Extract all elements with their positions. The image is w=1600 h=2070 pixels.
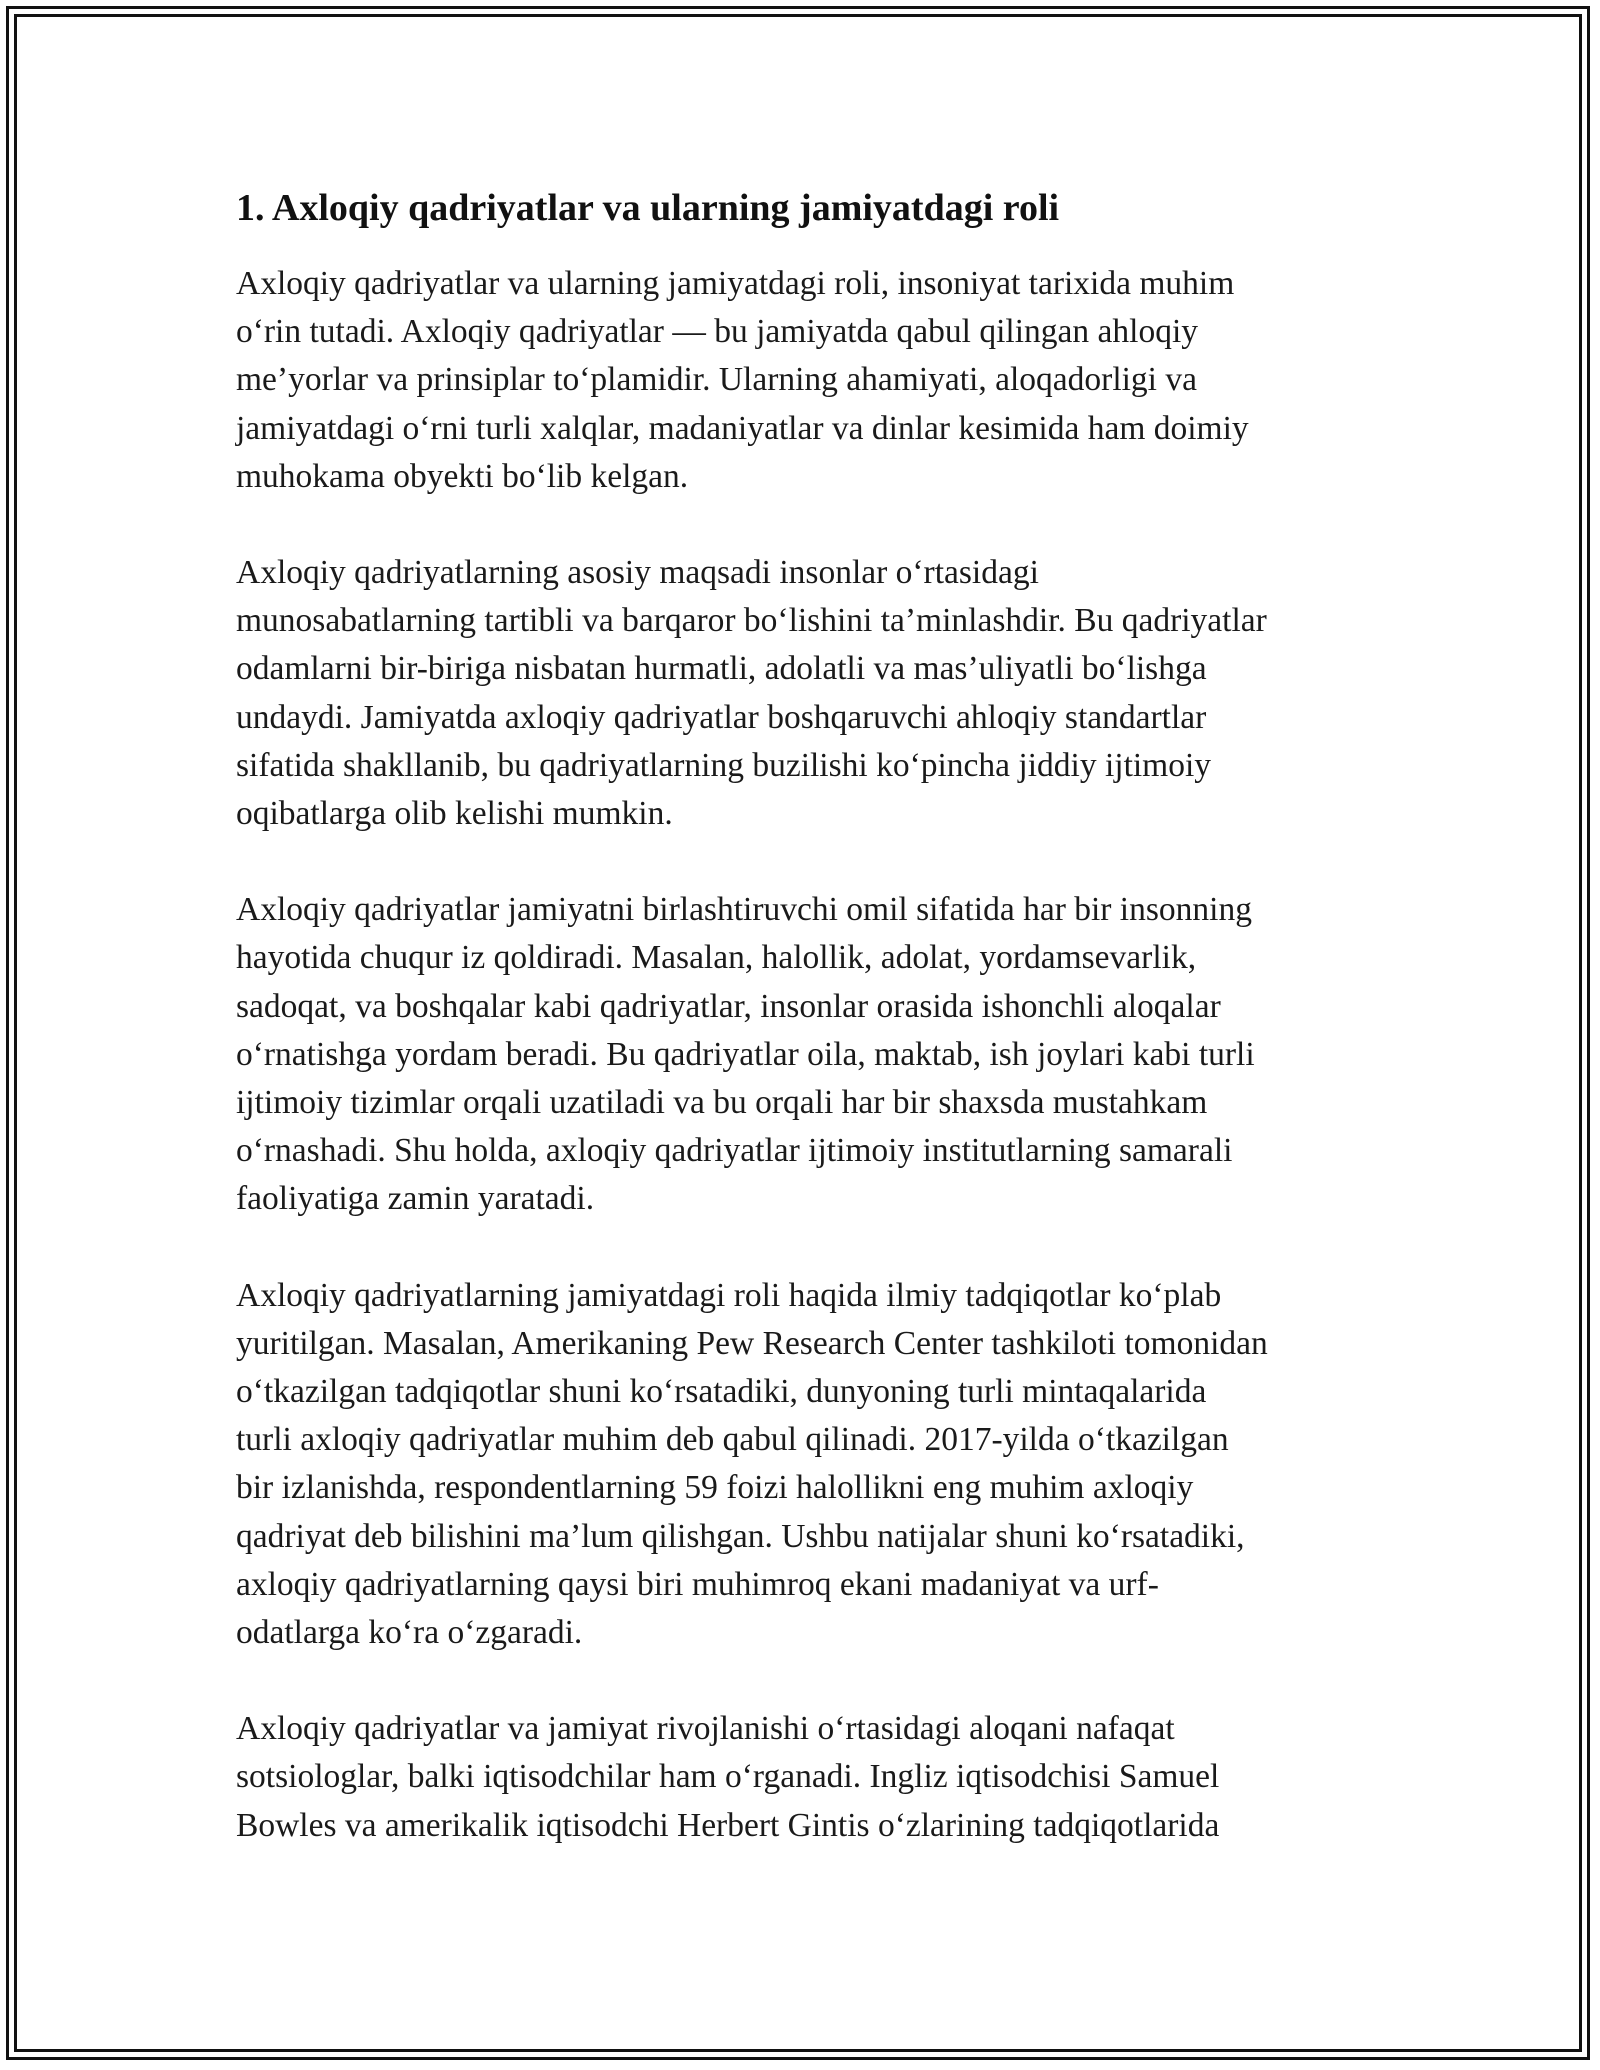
paragraph-5: Axloqiy qadriyatlar va jamiyat rivojlanishi o‘rtasidagi aloqani nafaqat sotsiologlar, balki iqtisodchilar ham o‘rganadi. Ingliz iqtisodchisi Samuel Bowles va amerikalik iqtisodchi Herbert Gintis o‘zlarining tadqiqotlarida (236, 1710, 1220, 1844)
paragraph-4: Axloqiy qadriyatlarning jamiyatdagi roli haqida ilmiy tadqiqotlar ko‘plab yuritilgan. Masalan, Amerikaning Pew Research Center tashkiloti tomonidan o‘tkazilgan tadqiqotlar shuni ko‘rsatadiki, dunyoning turli mintaqalarida turli axloqiy qadriyatlar muhim deb qabul qilinadi. 2017-yilda o‘tkazilgan bir izlanishda, respondentlarning 59 foizi halollikni eng muhim axloqiy qadriyat deb bilishini ma’lum qilishgan. Ushbu natijalar shuni ko‘rsatadiki, axloqiy qadriyatlarning qaysi biri muhimroq ekani madaniyat va urf- odatlarga ko‘ra o‘zgaradi. (236, 1276, 1268, 1652)
document-body (236, 184, 1376, 1898)
paragraph-2: Axloqiy qadriyatlarning asosiy maqsadi insonlar o‘rtasidagi munosabatlarning tartibli va barqaror bo‘lishini ta’minlashdir. Bu qadriyatlar odamlarni bir-biriga nisbatan hurmatli, adolatli va mas’uliyatli bo‘lishga undaydi. Jamiyatda axloqiy qadriyatlar boshqaruvchi ahloqiy standartlar sifatida shakllanib, bu qadriyatlarning buzilishi ko‘pincha jiddiy ijtimoiy oqibatlarga olib kelishi mumkin. (236, 554, 1267, 833)
paragraph-1: Axloqiy qadriyatlar va ularning jamiyatdagi roli, insoniyat tarixida muhim o‘rin tutadi. Axloqiy qadriyatlar — bu jamiyatda qabul qilingan ahloqiy me’yorlar va prinsiplar to‘plamidir. Ularning ahamiyati, aloqadorligi va jamiyatdagi o‘rni turli xalqlar, madaniyatlar va dinlar kesimida ham doimiy muhokama obyekti bo‘lib kelgan. (236, 265, 1249, 495)
section-title: 1. Axloqiy qadriyatlar va ularning jamiyatdagi roli (236, 187, 1060, 229)
paragraph-3: Axloqiy qadriyatlar jamiyatni birlashtiruvchi omil sifatida har bir insonning hayotida chuqur iz qoldiradi. Masalan, halollik, adolat, yordamsevarlik, sadoqat, va boshqalar kabi qadriyatlar, insonlar orasida ishonchli aloqalar o‘rnatishga yordam beradi. Bu qadriyatlar oila, maktab, ish joylari kabi turli ijtimoiy tizimlar orqali uzatiladi va bu orqali har bir shaxsda mustahkam o‘rnashadi. Shu holda, axloqiy qadriyatlar ijtimoiy institutlarning samarali faoliyatiga zamin yaratadi. (236, 891, 1255, 1218)
